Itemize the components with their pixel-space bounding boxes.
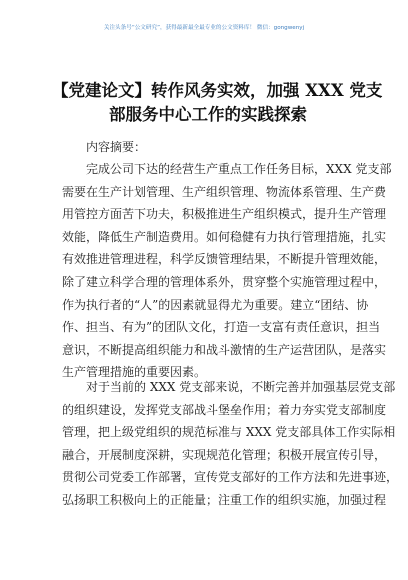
document-title [52,79,383,127]
abstract-label-text: 内容摘要： [86,140,147,154]
paragraph-line: 贯彻公司党委工作部署，宣传党支部好的工作方法和先进事迹， [62,470,399,485]
title-line-2: 部服务中心工作的实践探索 [109,105,307,124]
paragraph-line: 管理，把上级党组织的规范标准与 XXX 党支部具体工作实际相 [62,425,396,440]
paragraph-line: 除了建立科学合理的管理体系外，贯穿整个实施管理过程中， [62,274,387,289]
abstract-label [62,136,358,159]
header-banner: 关注头条号“公文研究”，获得最新最全最专业的公文资料库！ 微信：gongwenyj [103,25,305,31]
title-line-1: 【党建论文】转作风务实效，加强 XXX 党支 [52,81,383,100]
paragraph-line: 意识，不断提高组织能力和战斗激情的生产运营团队，是落实 [62,342,387,357]
paragraph-line: 作、担当、有为”的团队文化，打造一支富有责任意识，担当 [62,320,381,335]
paragraph-line: 效能，降低生产制造费用。如何稳健有力执行管理措施，扎实 [62,229,387,244]
paragraph-line: 需要在生产计划管理、生产组织管理、物流体系管理、生产费 [62,184,387,199]
paragraph-line: 完成公司下达的经营生产重点工作任务目标，XXX 党支部 [86,162,392,176]
paragraph-line: 融合，开展制度深耕，实现规范化管理；积极开展宣传引导， [62,447,387,462]
paragraph-line: 生产管理措施的重要因素。 [62,365,207,380]
paragraph-line: 有效推进管理进程，科学反馈管理结果，不断提升管理效能， [62,252,387,267]
paragraph-line: 的组织建设，发挥党支部战斗堡垒作用；着力夯实党支部制度 [62,402,387,417]
paragraph-1 [62,158,392,384]
paragraph-line: 作为执行者的“人”的因素就显得尤为重要。建立“团结、协 [62,297,369,312]
paragraph-2 [62,376,399,512]
paragraph-line: 弘扬职工积极向上的正能量；注重工作的组织实施，加强过程 [62,492,387,507]
paragraph-line: 用管控方面苦下功夫，积极推进生产组织模式，提升生产管理 [62,207,387,222]
paragraph-line: 对于当前的 XXX 党支部来说，不断完善并加强基层党支部 [86,380,396,394]
